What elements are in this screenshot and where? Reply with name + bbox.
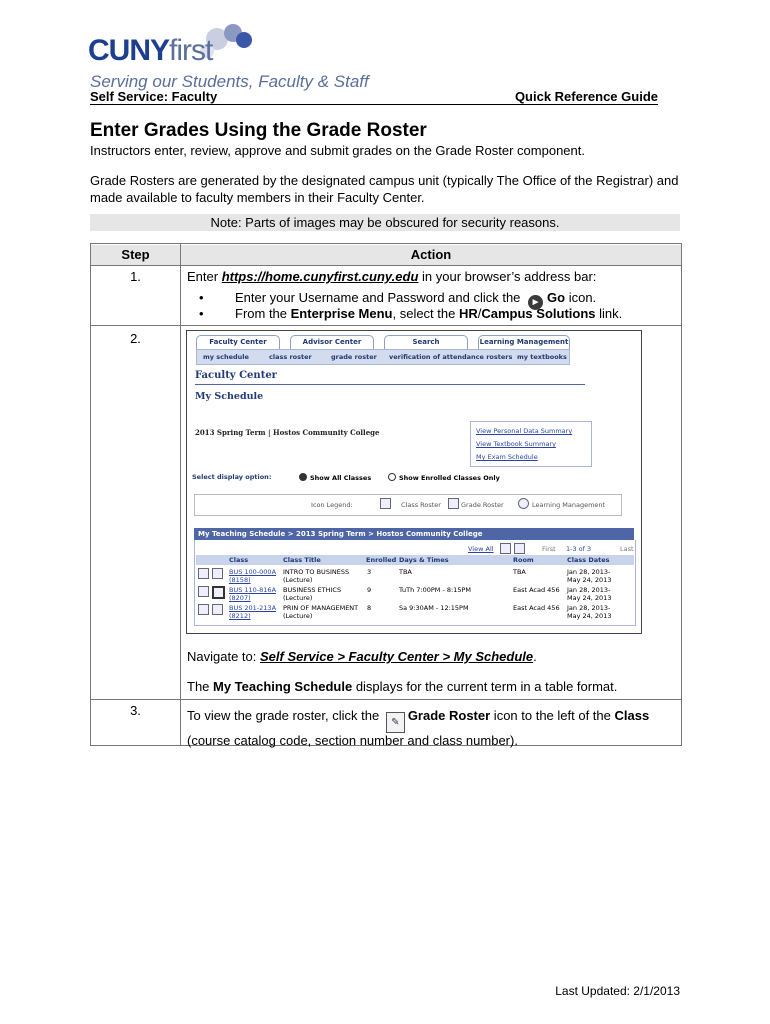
days-times: TBA [399, 568, 412, 576]
class-number[interactable]: (8207) [229, 594, 251, 602]
class-link[interactable]: BUS 100-000A [229, 568, 277, 576]
class-roster-icon[interactable] [198, 586, 209, 597]
link-textbook-summary[interactable]: View Textbook Summary [476, 440, 556, 448]
navigation-path: Self Service > Faculty Center > My Schedule [260, 649, 534, 664]
legend-grade-roster: Grade Roster [461, 501, 504, 509]
icon-legend-label: Icon Legend: [311, 501, 353, 509]
intro-paragraph: Instructors enter, review, approve and submit grades on the Grade Roster component. [90, 143, 585, 158]
last-updated: Last Updated: 2/1/2013 [555, 984, 680, 998]
teaching-schedule-header: My Teaching Schedule > 2013 Spring Term > Hostos Community College [194, 528, 634, 540]
view-all-link[interactable]: View All [468, 545, 494, 553]
header-section: Self Service: Faculty [90, 89, 218, 104]
class-type: (Lecture) [283, 576, 313, 584]
document-header [90, 88, 658, 105]
class-roster-icon[interactable] [198, 568, 209, 579]
subtab-grade-roster[interactable]: grade roster [331, 353, 377, 361]
subtab-class-roster[interactable]: class roster [269, 353, 312, 361]
step1-bullet-login: • Enter your Username and Password and click the ► Go icon. [199, 290, 596, 310]
nav-first[interactable]: First [542, 545, 556, 553]
enrolled-count: 9 [367, 586, 372, 594]
schedule-column-header [196, 555, 634, 565]
link-personal-data-summary[interactable]: View Personal Data Summary [476, 427, 573, 435]
subtab-my-textbooks[interactable]: my textbooks [517, 353, 567, 361]
col-enrolled[interactable]: Enrolled [366, 556, 397, 564]
faculty-center-heading: Faculty Center [195, 370, 277, 381]
class-type: (Lecture) [283, 594, 313, 602]
my-schedule-heading: My Schedule [195, 391, 264, 402]
class-roster-icon[interactable] [198, 604, 209, 615]
term-heading: 2013 Spring Term | Hostos Community College [195, 428, 380, 437]
faculty-center-screenshot [186, 330, 642, 634]
step-number: 3. [130, 703, 141, 718]
room: TBA [513, 568, 526, 576]
room: East Acad 456 [513, 586, 560, 594]
grade-roster-icon[interactable] [212, 586, 225, 599]
step2-navigate-text: Navigate to: Self Service > Faculty Center > My Schedule. [187, 649, 537, 664]
intro-paragraph-2: Grade Rosters are generated by the designated campus unit (typically The Office of the Registrar) and made available to faculty members in their Faculty Center. [90, 173, 679, 205]
class-dates: Jan 28, 2013- [567, 604, 611, 612]
nav-last[interactable]: Last [620, 545, 634, 553]
col-room[interactable]: Room [513, 556, 534, 564]
cunyfirst-logo [88, 22, 369, 92]
cunyfirst-url-link[interactable]: https://home.cunyfirst.cuny.edu [221, 269, 419, 284]
step1-bullet-menu: • From the Enterprise Menu, select the HR/Campus Solutions link. [199, 306, 622, 322]
tab-advisor-center[interactable]: Advisor Center [290, 335, 374, 349]
header-guide-type: Quick Reference Guide [514, 89, 658, 104]
class-dates-end: May 24, 2013 [567, 612, 612, 620]
step3-text: To view the grade roster, click the ✎ Grade Roster icon to the left of the Class (course catalog code, section number and class number). [187, 708, 650, 748]
zoom-icon[interactable] [514, 543, 525, 554]
grade-roster-legend-icon [448, 498, 459, 509]
display-option-label: Select display option: [192, 473, 272, 481]
col-step-header: Step [91, 245, 180, 265]
class-type: (Lecture) [283, 612, 313, 620]
link-exam-schedule[interactable]: My Exam Schedule [476, 453, 538, 461]
go-icon: ► [528, 295, 543, 310]
security-note: Note: Parts of images may be obscured for security reasons. [90, 214, 680, 231]
room: East Acad 456 [513, 604, 560, 612]
subtab-bar [196, 349, 570, 365]
class-title: INTRO TO BUSINESS [283, 568, 350, 576]
learning-management-icon [518, 498, 529, 509]
logo-wordmark: CUNYfirst [88, 34, 213, 67]
nav-range: 1-3 of 3 [566, 545, 592, 553]
subtab-verification[interactable]: verification of attendance rosters [389, 353, 513, 361]
page-title: Enter Grades Using the Grade Roster [90, 120, 427, 141]
enrolled-count: 8 [367, 604, 372, 612]
subtab-my-schedule[interactable]: my schedule [203, 353, 249, 361]
grade-roster-icon: ✎ [386, 712, 405, 733]
tab-search[interactable]: Search [384, 335, 468, 349]
col-days-times[interactable]: Days & Times [399, 556, 449, 564]
class-dates: Jan 28, 2013- [567, 586, 611, 594]
logo-tagline: Serving our Students, Faculty & Staff [90, 72, 369, 91]
tab-learning-management[interactable]: Learning Management [478, 335, 570, 349]
class-link[interactable]: BUS 201-213A [229, 604, 277, 612]
days-times: Sa 9:30AM - 12:15PM [399, 604, 469, 612]
class-link[interactable]: BUS 110-816A [229, 586, 277, 594]
class-dates-end: May 24, 2013 [567, 594, 612, 602]
step-number: 1. [130, 269, 141, 284]
days-times: TuTh 7:00PM - 8:15PM [399, 586, 471, 594]
grade-roster-icon[interactable] [212, 568, 223, 579]
class-title: PRIN OF MANAGEMENT [283, 604, 359, 612]
radio-show-enrolled[interactable]: Show Enrolled Classes Only [388, 473, 500, 482]
col-class-title[interactable]: Class Title [283, 556, 321, 564]
enrolled-count: 3 [367, 568, 372, 576]
step1-enter-text: Enter https://home.cunyfirst.cuny.edu in your browser’s address bar: [187, 269, 597, 284]
col-class[interactable]: Class [229, 556, 249, 564]
radio-show-all[interactable]: Show All Classes [299, 473, 371, 482]
class-number[interactable]: (8158) [229, 576, 251, 584]
tab-faculty-center[interactable]: Faculty Center [196, 335, 280, 349]
class-dates-end: May 24, 2013 [567, 576, 612, 584]
legend-learning-management: Learning Management [532, 501, 606, 509]
col-class-dates[interactable]: Class Dates [567, 556, 610, 564]
legend-class-roster: Class Roster [401, 501, 441, 509]
step2-description: The My Teaching Schedule displays for the current term in a table format. [187, 679, 618, 694]
grade-roster-icon[interactable] [212, 604, 223, 615]
step-number: 2. [130, 331, 141, 346]
class-roster-icon [380, 498, 391, 509]
class-number[interactable]: (8212) [229, 612, 251, 620]
class-dates: Jan 28, 2013- [567, 568, 611, 576]
download-icon[interactable] [500, 543, 511, 554]
col-action-header: Action [181, 245, 681, 265]
class-title: BUSINESS ETHICS [283, 586, 342, 594]
